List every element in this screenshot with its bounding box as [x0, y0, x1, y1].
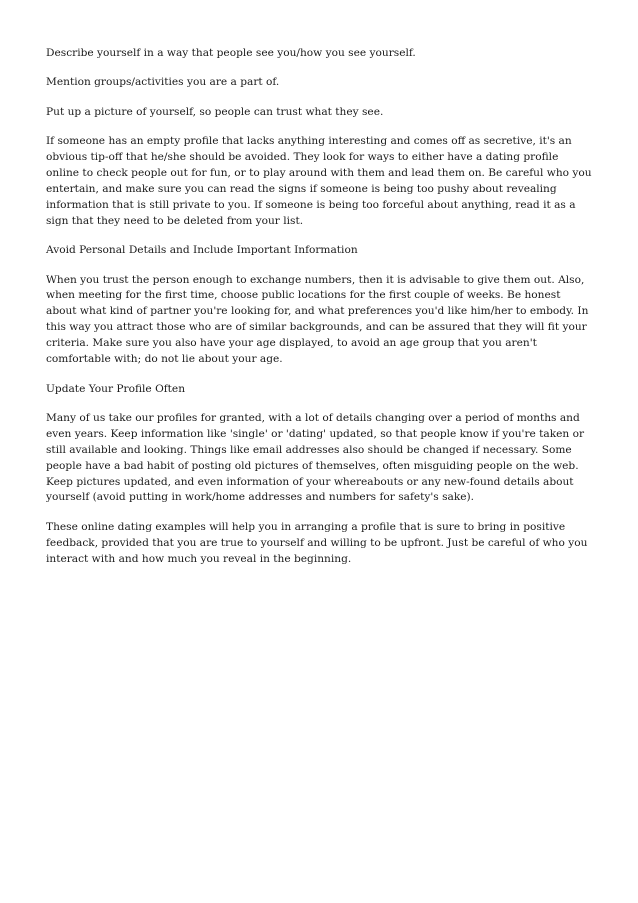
paragraph-empty-profile: If someone has an empty profile that lacks anything interesting and comes off as secretive, it's an obvious tip-off that he/she should be avoided. They look for ways to either have a dating profile online to check people out for fun, or to play around with them and lead them on. Be careful who you entertain, and make sure you can read the signs if someone is being too pushy about revealing information that is still private to you. If someone is being too forceful about anything, read it as a sign that they need to be deleted from your list.	[46, 135, 592, 227]
paragraph-profiles-for-granted: Many of us take our profiles for granted, with a lot of details changing over a period of months and even years. Keep information like 'single' or 'dating' updated, so that people know if you're taken or still available and looking. Things like email addresses also should be changed if necessary. Some people have a bad habit of posting old pictures of themselves, often misguiding people on the web. Keep pictures updated, and even information of your whereabouts or any new-found details about yourself (avoid putting in work/home addresses and numbers for safety's sake).	[46, 411, 585, 504]
paragraph-mention-groups: Mention groups/activities you are a part of.	[46, 76, 280, 89]
paragraph-trust-exchange-numbers: When you trust the person enough to exchange numbers, then it is advisable to give them out. Also, when meeting for the first time, choose public locations for the first couple of weeks. Be honest about what kind of partner you're looking for, and what preferences you'd like him/her to embody. In this way you attract those who are of similar backgrounds, and can be assured that they will fit your criteria. Make sure you also have your age displayed, to avoid an age group that you aren't comfortable with; do not lie about your age.	[46, 273, 589, 366]
document-body	[46, 46, 594, 581]
paragraph-conclusion: These online dating examples will help you in arranging a profile that is sure to bring in positive feedback, provided that you are true to yourself and willing to be upfront. Just be careful of who you interact with and how much you reveal in the beginning.	[46, 520, 588, 565]
paragraph-put-up-picture: Put up a picture of yourself, so people can trust what they see.	[46, 105, 384, 118]
heading-avoid-personal-details: Avoid Personal Details and Include Important Information	[46, 244, 358, 257]
heading-update-profile: Update Your Profile Often	[46, 382, 186, 395]
paragraph-describe-yourself: Describe yourself in a way that people see you/how you see yourself.	[46, 47, 416, 59]
